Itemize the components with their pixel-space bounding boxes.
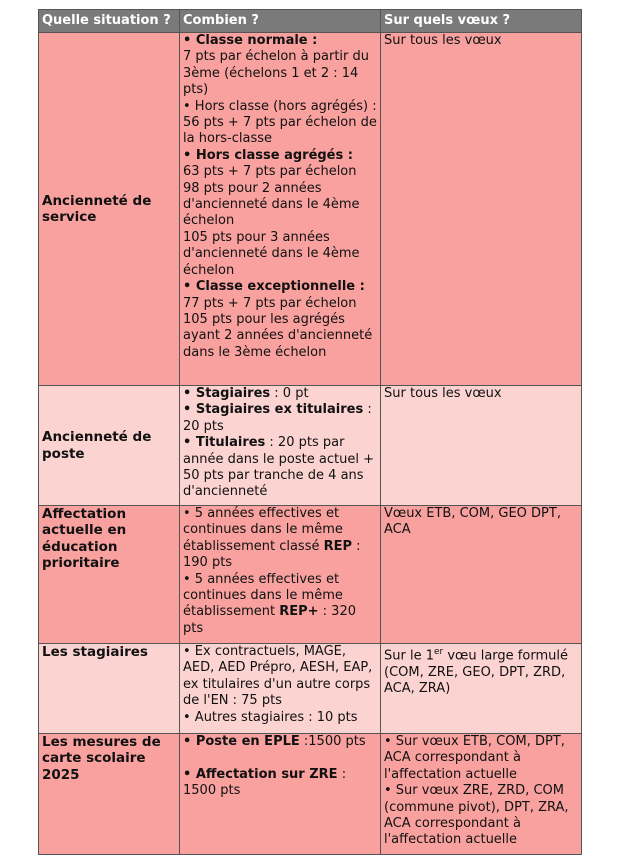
voeux-cell: Sur tous les vœux [381,386,582,506]
line-text: : 320 pts [183,604,356,636]
header-situation: Quelle situation ? [39,10,180,33]
line-bold: • Affectation sur ZRE [183,766,338,782]
line-bold: • Hors classe agrégés : [183,147,353,163]
line-text: 77 pts + 7 pts par échelon [183,295,357,311]
situation-cell: Affectation actuelle en éducation prioritaire [39,506,180,644]
table-row [39,33,582,386]
situation-cell: Ancienneté de poste [39,386,180,506]
line-bold: • Stagiaires [183,386,271,401]
line-text: :1500 pts [299,734,366,749]
line-bold: • Titulaires [183,435,266,451]
header-row [39,10,582,33]
combien-cell [180,33,381,386]
line-text: • Ex contractuels, MAGE, AED, AED Prépro, AESH, EAP, ex titulaires d'un autre corps de l'EN : 75 pts [183,644,373,709]
line-text: : 0 pt [270,386,309,401]
line-text: 63 pts + 7 pts par échelon [183,164,357,180]
header-combien: Combien ? [180,10,381,33]
table-row [39,506,582,644]
voeux-cell [381,734,582,855]
line-bold: • Poste en EPLE [183,734,300,749]
situation-cell: Les mesures de carte scolaire 2025 [39,734,180,855]
line-text: 7 pts par échelon à partir du 3ème (échelons 1 et 2 : 14 pts) [183,49,370,98]
combien-cell [180,386,381,506]
voeux-cell: Sur tous les vœux [381,33,582,386]
header-voeux: Sur quels vœux ? [381,10,582,33]
line-text: 98 pts pour 2 années d'ancienneté dans le 4ème échelon [183,180,360,229]
line-bold: • Classe exceptionnelle : [183,279,365,295]
line-text: • Hors classe (hors agrégés) : [183,98,377,114]
table-row [39,734,582,855]
voeux-text: • Sur vœux ZRE, ZRD, COM (commune pivot), DPT, ZRA, ACA correspondant à l'affectation actuelle [384,783,569,848]
situation-cell: Ancienneté de service [39,33,180,386]
line-text: • 5 années effectives et continues dans le même établissement [183,571,343,620]
situation-cell: Les stagiaires [39,644,180,734]
voeux-text: • Sur vœux ETB, COM, DPT, ACA correspondant à l'affectation actuelle [384,734,565,782]
line-text: 105 pts pour les agrégés ayant 2 années d'ancienneté dans le 3ème échelon [183,311,373,360]
line-text: • 5 années effectives et continues dans le même établissement classé [183,506,343,554]
combien-cell [180,734,381,855]
table-row [39,386,582,506]
voeux-text: vœu large formulé (COM, ZRE, GEO, DPT, ZRD, ACA, ZRA) [384,648,568,697]
line-text: • Autres stagiaires : 10 pts [183,709,358,725]
line-text: 105 pts pour 3 années d'ancienneté dans le 4ème échelon [183,229,360,278]
voeux-text: Sur le 1 [384,648,434,664]
line-bold: REP [323,538,353,554]
combien-cell [180,644,381,734]
combien-cell [180,506,381,644]
line-bold: • Classe normale : [183,33,318,48]
line-text: : 1500 pts [183,766,347,799]
voeux-sup: er [433,647,444,657]
bareme-table [38,9,582,855]
line-text: : 20 pts [183,402,372,434]
table-row [39,644,582,734]
line-text: : 190 pts [183,538,361,571]
line-text: 56 pts + 7 pts par échelon de la hors-classe [183,115,377,147]
voeux-cell: Vœux ETB, COM, GEO DPT, ACA [381,506,582,644]
line-bold: • Stagiaires ex titulaires [183,402,364,418]
voeux-cell [381,644,582,734]
line-bold: REP+ [279,604,319,620]
line-text: : 20 pts par année dans le poste actuel + 50 pts par tranche de 4 ans d'ancienneté [183,435,374,500]
